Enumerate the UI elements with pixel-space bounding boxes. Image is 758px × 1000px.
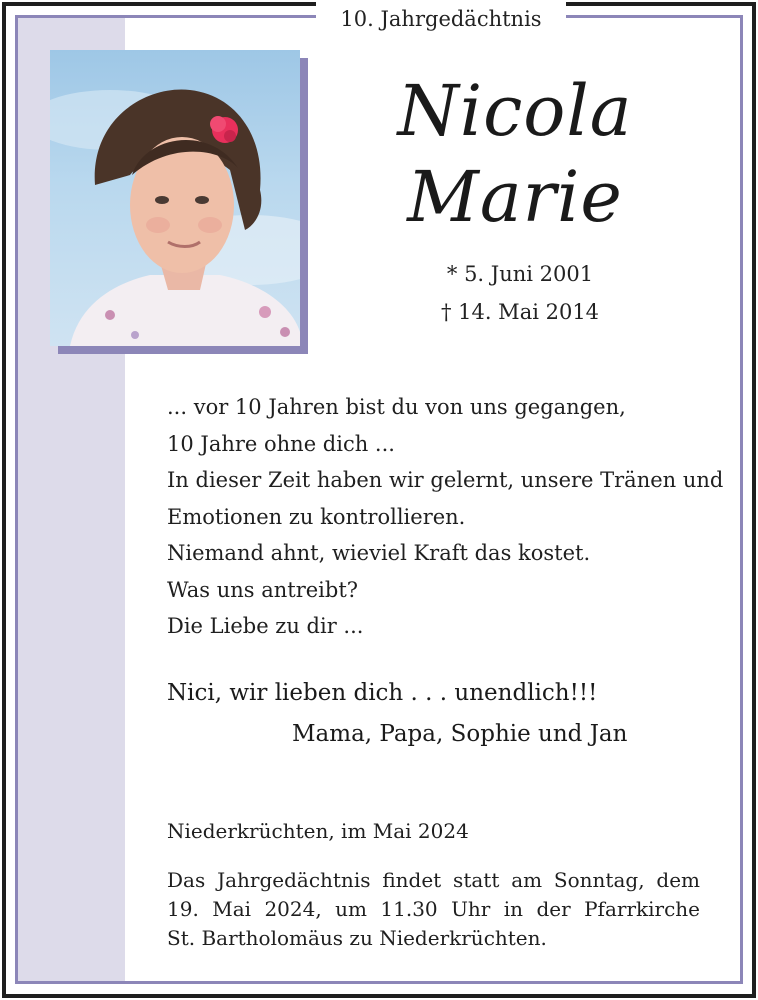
family-signature: Mama, Papa, Sophie und Jan [292,721,628,747]
birth-date: * 5. Juni 2001 [446,262,594,286]
anniversary-title: 10. Jahrgedächtnis [340,7,542,31]
poem-line: Emotionen zu kontrollieren. [167,504,466,529]
deceased-middle-name: Marie [407,156,623,238]
portrait-photo [50,50,300,346]
service-announcement [167,866,700,953]
deceased-first-name: Nicola [397,70,633,152]
service-line: Das Jahrgedächtnis findet statt am Sonntag, dem [167,868,700,892]
place-and-date: Niederkrüchten, im Mai 2024 [167,819,469,843]
poem-line: Niemand ahnt, wieviel Kraft das kostet. [167,541,591,565]
poem-line: Die Liebe zu dir ... [167,614,364,638]
service-line: St. Bartholomäus zu Niederkrüchten. [167,926,547,950]
poem-line: 10 Jahre ohne dich ... [167,431,395,456]
poem-line: In dieser Zeit haben wir gelernt, unsere Tränen und [167,468,724,492]
poem-line: Was uns antreibt? [167,577,359,602]
love-dedication: Nici, wir lieben dich . . . unendlich!!! [167,680,598,706]
portrait-illustration [50,50,300,346]
poem-line: ... vor 10 Jahren bist du von uns gegangen, [167,395,626,419]
memorial-poem [167,389,724,645]
service-line: 19. Mai 2024, um 11.30 Uhr in der Pfarrkirche [167,897,700,921]
death-date: † 14. Mai 2014 [440,300,600,324]
